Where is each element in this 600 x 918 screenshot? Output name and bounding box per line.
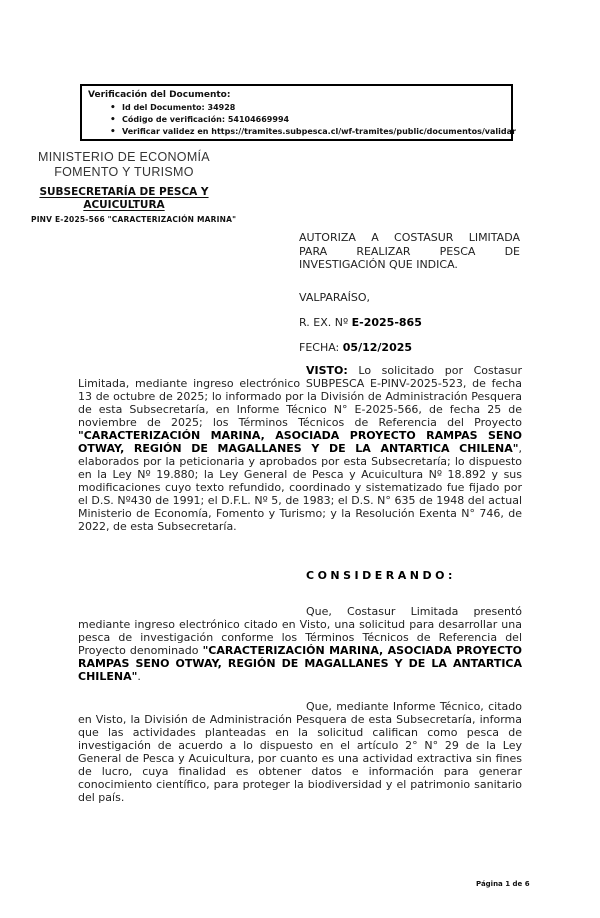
letterhead <box>28 150 220 212</box>
considerando-heading: CONSIDERANDO: <box>306 569 456 582</box>
verification-title: Verificación del Documento: <box>88 90 231 100</box>
project-title-segment: "CARACTERIZACIÓN MARINA, ASOCIADA PROYECTO RAMPAS SENO OTWAY, REGIÓN DE MAGALLANES Y DE LA ANTARTICA CHILENA" <box>78 429 522 455</box>
text-segment: , elaborados por la peticionaria y aprobados por esta Subsecretaría; lo dispuesto en la Ley Nº 19.880; la Ley General de Pesca y Acuicultura Nº 18.892 y sus modificaciones cuyo texto refundido, coordinado y sistematizado fue fijado por el D.S. Nº430 de 1991; el D.F.L. Nº 5, de 1983; el D.S. N° 635 de 1948 del actual Ministerio de Economía, Fomento y Turismo; y la Resolución Exenta N° 746, de 2022, de esta Subsecretaría. <box>78 442 522 533</box>
page-number: Página 1 de 6 <box>476 880 530 888</box>
date-value: 05/12/2025 <box>342 341 413 354</box>
agency-name <box>28 186 220 212</box>
agency-name-line2: ACUICULTURA <box>83 199 165 211</box>
ministry-name-line1: MINISTERIO DE ECONOMÍA <box>38 150 210 164</box>
text-segment: Que, Costasur Limitada presentó mediante ingreso electrónico citado en Visto, una solicitud para desarrollar una pesca de investigación conforme los Términos Técnicos de Referencia del Proyecto denominado <box>78 605 522 657</box>
resolution-subject <box>299 231 520 272</box>
resolution-number-line <box>299 316 422 329</box>
resolution-number-value: E-2025-865 <box>351 316 422 329</box>
text-segment: . <box>137 670 141 683</box>
verification-item-document-id: • Id del Documento: 34928 <box>110 102 505 114</box>
text-segment: Lo solicitado por Costasur Limitada, mediante ingreso electrónico SUBPESCA E-PINV-2025-523, de fecha 13 de octubre de 2025; lo informado por la División de Administración Pesquera de esta Subsecretaría, en Informe Técnico N° E-2025-566, de fecha 25 de noviembre de 2025; los Términos Técnicos de Referencia del Proyecto <box>78 364 522 429</box>
resolution-number-label: R. EX. Nº <box>299 316 352 329</box>
considerando-paragraph-2 <box>78 700 522 804</box>
city-line: VALPARAÍSO, <box>299 291 371 304</box>
verification-box <box>80 84 516 141</box>
subject-line: PARA REALIZAR PESCA DE <box>299 244 520 258</box>
subject-line: INVESTIGACIÓN QUE INDICA. <box>299 258 458 271</box>
ministry-name <box>28 150 220 180</box>
visto-label: VISTO: <box>306 364 348 377</box>
file-reference: PINV E-2025-566 "CARACTERIZACIÓN MARINA" <box>31 215 237 224</box>
ministry-name-line2: FOMENTO Y TURISMO <box>54 165 194 179</box>
visto-paragraph <box>78 364 522 533</box>
considerando-paragraph-1 <box>78 605 522 683</box>
date-label: FECHA: <box>299 341 343 354</box>
verification-item-url: • Verificar validez en https://tramites.subpesca.cl/wf-tramites/public/documentos/validar <box>110 126 505 138</box>
date-line <box>299 341 412 354</box>
project-title-segment: "CARACTERIZACIÓN MARINA, ASOCIADA PROYECTO RAMPAS SENO OTWAY, REGIÓN DE MAGALLANES Y DE LA ANTARTICA CHILENA" <box>78 644 522 683</box>
agency-name-line1: SUBSECRETARÍA DE PESCA Y <box>39 186 209 198</box>
verification-item-code: • Código de verificación: 54104669994 <box>110 114 505 126</box>
subject-line: AUTORIZA A COSTASUR LIMITADA <box>299 231 520 244</box>
text-segment: Que, mediante Informe Técnico, citado en Visto, la División de Administración Pesquera de esta Subsecretaría, informa que las actividades planteadas en la solicitud califican como pesca de investigación de acuerdo a lo dispuesto en el artículo 2° N° 29 de la Ley General de Pesca y Acuicultura, por cuanto es una actividad extractiva sin fines de lucro, cuya finalidad es obtener datos e información para generar conocimiento científico, para proteger la biodiversidad y el patrimonio sanitario del país. <box>78 700 522 804</box>
verification-list <box>88 102 516 138</box>
